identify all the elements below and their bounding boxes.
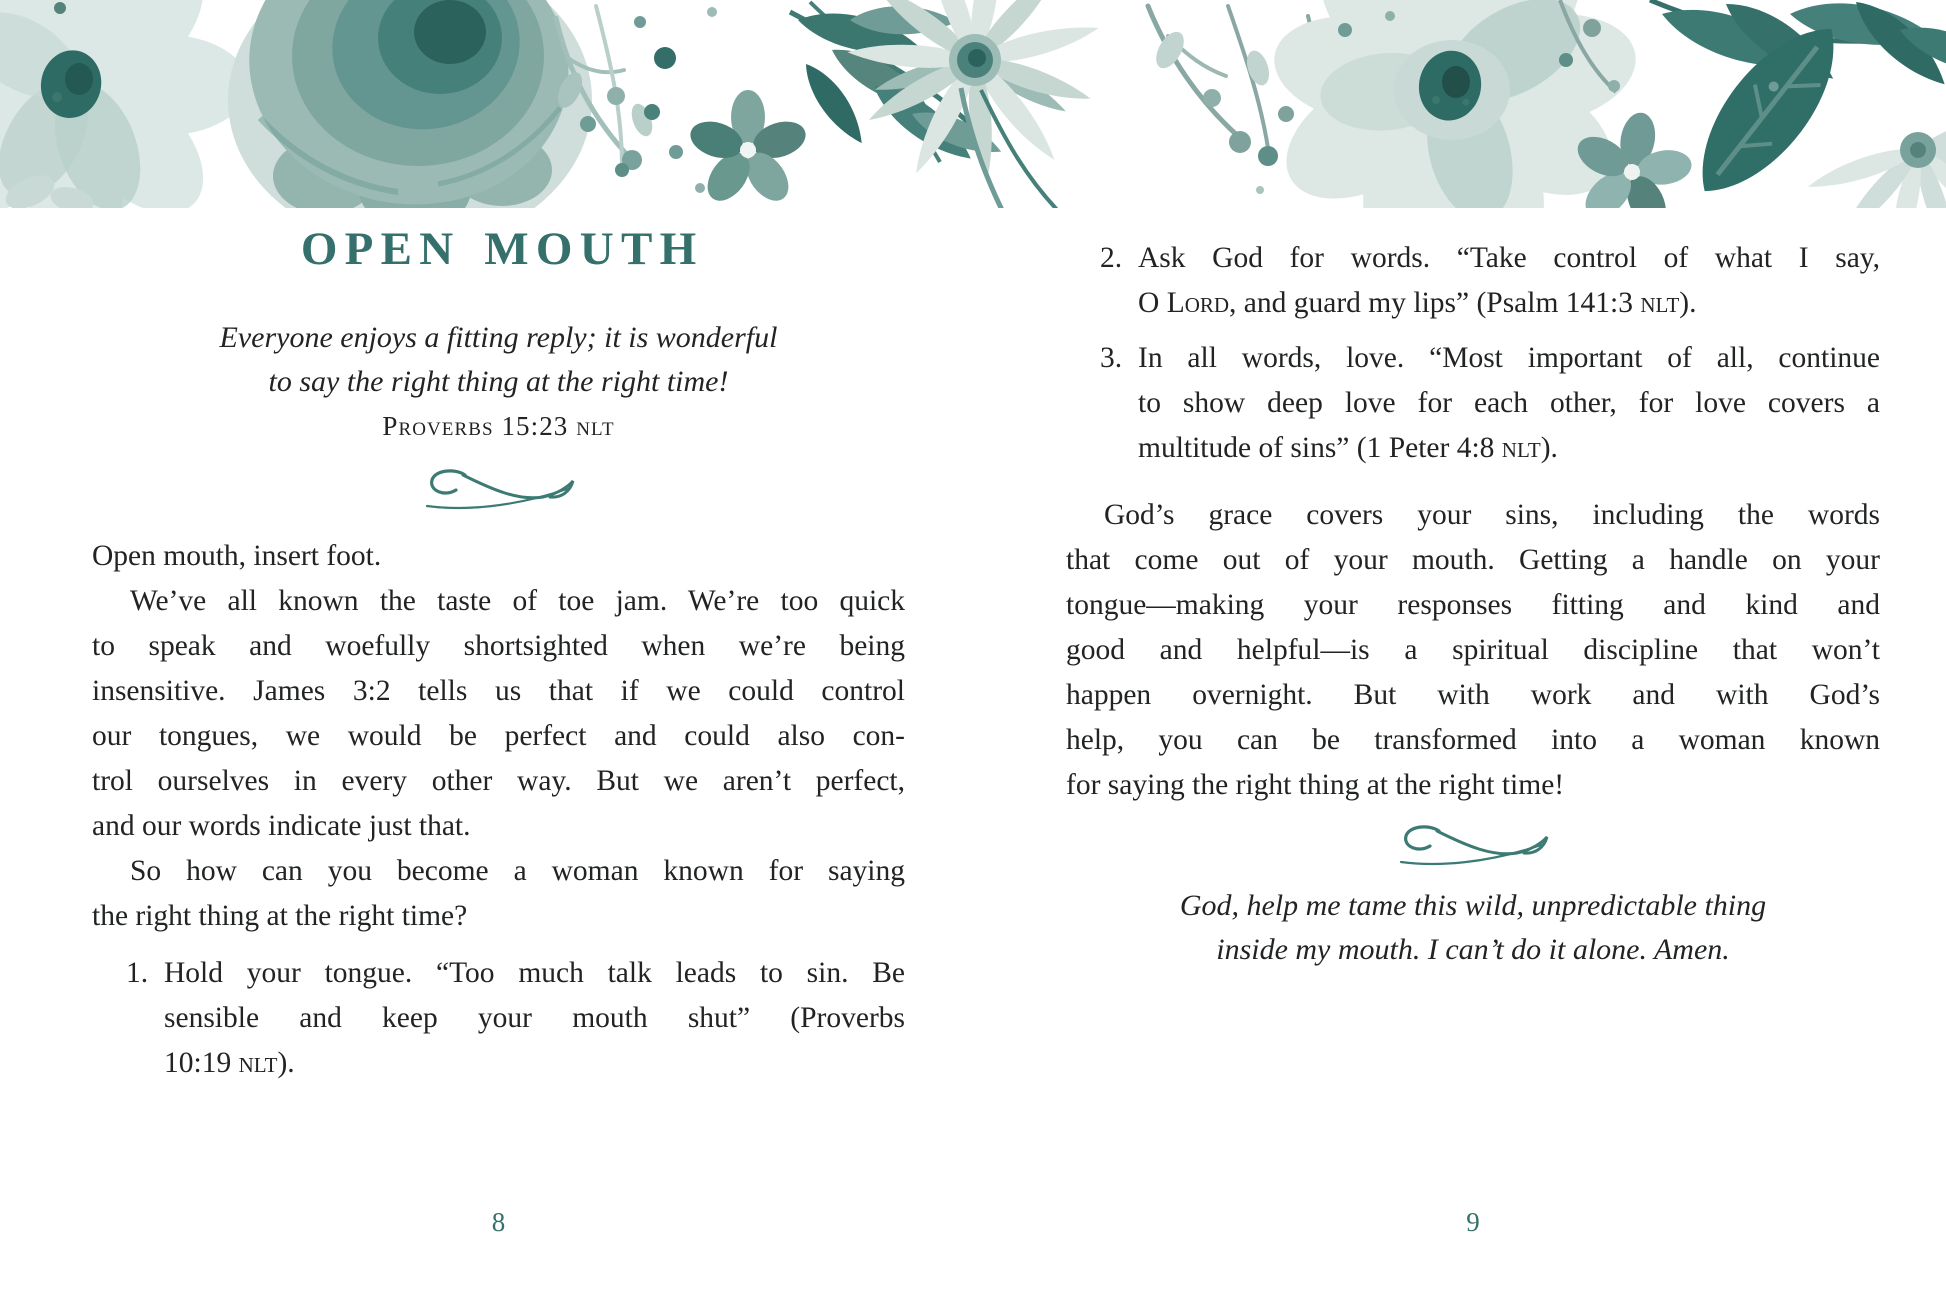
text-line: God’s grace covers your sins, including the words xyxy=(1104,499,1880,531)
text-line: our tongues, we would be perfect and could also con- xyxy=(92,720,905,752)
text-line: that come out of your mouth. Getting a handle on your xyxy=(1066,544,1880,576)
text-line: 2. Ask God for words. “Take control of what I say, xyxy=(1138,236,1880,281)
text-line: and our words indicate just that. xyxy=(92,810,471,842)
text-line: So how can you become a woman known for saying xyxy=(130,855,905,887)
text-line: to speak and woefully shortsighted when we’re being xyxy=(92,630,905,662)
text-line: 3. In all words, love. “Most important of all, continue xyxy=(1138,336,1880,381)
text-line: trol ourselves in every other way. But we aren’t perfect, xyxy=(92,765,905,797)
text-line: inside my mouth. I can’t do it alone. Amen. xyxy=(1216,933,1730,966)
numbered-list-item xyxy=(1066,236,1880,326)
swirl-ornament-icon xyxy=(1066,822,1880,870)
text-line: O Lord, and guard my lips” (Psalm 141:3 nlt). xyxy=(1138,287,1697,319)
text-line: sensible and keep your mouth shut” (Proverbs xyxy=(164,1002,905,1034)
text-line: the right thing at the right time? xyxy=(92,900,468,932)
body-text xyxy=(92,534,905,1086)
text-line: good and helpful—is a spiritual discipline that won’t xyxy=(1066,634,1880,666)
text-line: Everyone enjoys a fitting reply; it is wonderful xyxy=(219,321,778,354)
text-line: multitude of sins” (1 Peter 4:8 nlt). xyxy=(1138,432,1558,464)
paragraph xyxy=(92,579,905,849)
verse-reference: Proverbs 15:23 nlt xyxy=(382,411,615,441)
epigraph-verse xyxy=(92,316,905,404)
text-line: We’ve all known the taste of toe jam. We’re too quick xyxy=(130,585,905,617)
numbered-list-item xyxy=(92,951,905,1086)
left-page xyxy=(92,0,905,1292)
text-line: 1. Hold your tongue. “Too much talk leads to sin. Be xyxy=(164,951,905,996)
right-page xyxy=(1066,0,1880,1292)
text-line: tongue—making your responses fitting and kind and xyxy=(1066,589,1880,621)
list-marker: 2. xyxy=(1100,242,1123,274)
swirl-ornament-icon xyxy=(92,466,905,514)
text-line: happen overnight. But with work and with God’s xyxy=(1066,679,1880,711)
chapter-title: OPEN MOUTH xyxy=(300,223,704,275)
text-line: help, you can be transformed into a woman known xyxy=(1066,724,1880,756)
paragraph xyxy=(1066,493,1880,808)
list-marker: 1. xyxy=(126,957,149,989)
text-line: insensitive. James 3:2 tells us that if we could control xyxy=(92,675,905,707)
text-line: Open mouth, insert foot. xyxy=(92,540,382,572)
text-line: to show deep love for each other, for love covers a xyxy=(1138,387,1880,419)
page-number-left: 8 xyxy=(491,1207,506,1237)
list-marker: 3. xyxy=(1100,342,1123,374)
closing-prayer xyxy=(1066,884,1880,972)
paragraph xyxy=(92,534,905,579)
text-line: to say the right thing at the right time! xyxy=(268,365,729,398)
page-number-right: 9 xyxy=(1466,1207,1480,1237)
text-line: for saying the right thing at the right time! xyxy=(1066,769,1565,801)
text-line: God, help me tame this wild, unpredictable thing xyxy=(1179,889,1767,922)
paragraph xyxy=(92,849,905,939)
text-line: 10:19 nlt). xyxy=(164,1047,295,1079)
numbered-list-item xyxy=(1066,336,1880,471)
body-text xyxy=(1066,236,1880,808)
